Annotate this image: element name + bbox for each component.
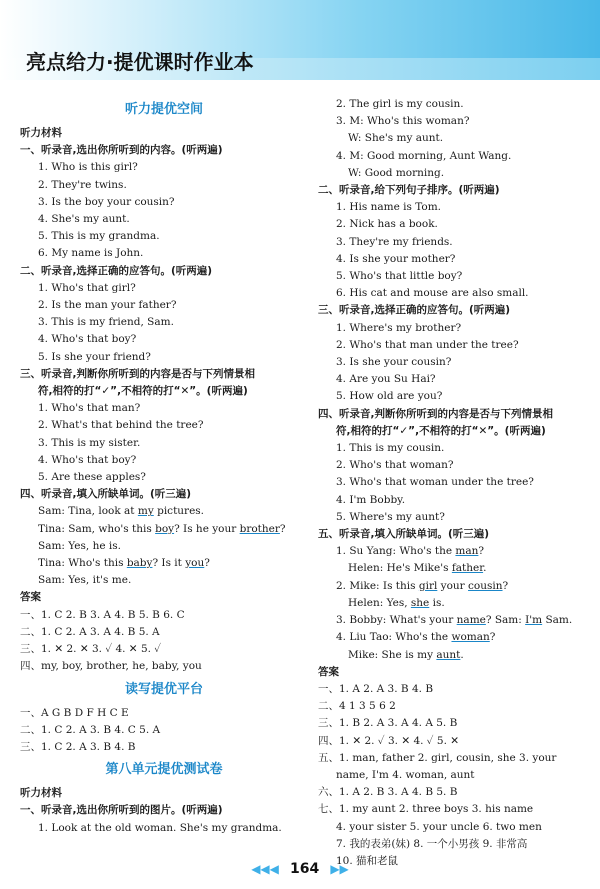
text-line: [20, 194, 308, 211]
answer-word: aunt: [436, 648, 461, 661]
text-line: [20, 245, 308, 262]
line-text: 5. Who's that little boy?: [336, 270, 463, 283]
text-line: [318, 285, 588, 302]
line-text: ? Is it: [152, 557, 186, 570]
line-text: 4. Who's that boy?: [38, 333, 137, 346]
question-heading: 一、听录音,选出你所听到的内容。(听两遍): [20, 144, 223, 157]
question-heading: 四、听录音,填入所缺单词。(听三遍): [20, 488, 192, 501]
line-text: 1. This is my cousin.: [336, 442, 445, 455]
question-heading: 符,相符的打“✓”,不相符的打“✕”。(听两遍): [38, 385, 248, 398]
line-text: 2. Mike: Is this: [336, 579, 419, 592]
line-text: 1. Su Yang: Who's the: [336, 545, 456, 558]
line-text: W: She's my aunt.: [348, 132, 444, 145]
line-text: 六、1. A 2. B 3. A 4. B 5. B: [318, 786, 458, 799]
line-text: 3. This is my friend, Sam.: [38, 316, 174, 329]
question-heading: 符,相符的打“✓”,不相符的打“✕”。(听两遍): [336, 424, 546, 437]
text-line: [318, 801, 588, 818]
line-text: 5. This is my grandma.: [38, 230, 160, 243]
line-text: 一、1. A 2. A 3. B 4. B: [318, 682, 434, 695]
line-text: ?: [204, 557, 210, 570]
text-line: [318, 647, 588, 664]
text-line: [318, 371, 588, 388]
line-text: 4. Who's that boy?: [38, 453, 137, 466]
text-line: [20, 572, 308, 589]
line-text: 三、1. ✕ 2. ✕ 3. ✓ 4. ✕ 5. ✓: [20, 643, 162, 656]
answer-word: I'm: [525, 614, 543, 627]
line-text: Helen: Yes,: [348, 596, 411, 609]
text-line: [318, 784, 588, 801]
line-text: 7. 我的表弟(妹) 8. 一个小男孩 9. 非常高: [336, 837, 528, 850]
line-text: .: [460, 648, 464, 661]
line-text: 4. Liu Tao: Who's the: [336, 631, 452, 644]
text-line: [318, 113, 588, 130]
text-line: [20, 297, 308, 314]
line-text: 1. Look at the old woman. She's my grandma.: [38, 821, 282, 834]
next-arrows-icon: ▶▶: [330, 862, 349, 876]
section-label: 答案: [318, 665, 339, 678]
question-heading: 三、听录音,判断你所听到的内容是否与下列情景相: [20, 367, 255, 380]
text-line: [318, 148, 588, 165]
line-text: 1. His name is Tom.: [336, 201, 442, 214]
text-line: [318, 474, 588, 491]
line-text: 4. M: Good morning, Aunt Wang.: [336, 149, 512, 162]
question-heading: 三、听录音,选择正确的应答句。(听两遍): [318, 304, 511, 317]
text-line: [318, 251, 588, 268]
text-line: [20, 331, 308, 348]
text-line: [20, 177, 308, 194]
text-line: [318, 96, 588, 113]
question-heading: 二、听录音,给下列句子排序。(听两遍): [318, 184, 500, 197]
text-line: [318, 767, 588, 784]
line-text: ? Is he your: [174, 522, 240, 535]
answer-word: girl: [418, 579, 438, 592]
line-text: Tina: Sam, who's this: [38, 522, 156, 535]
header-banner: [0, 0, 600, 80]
line-text: 二、1. C 2. A 3. A 4. B 5. A: [20, 625, 160, 638]
line-text: Sam: Yes, it's me.: [38, 574, 132, 587]
text-line: [20, 503, 308, 520]
line-text: 二、1. C 2. A 3. B 4. C 5. A: [20, 723, 161, 736]
text-line: [318, 130, 588, 147]
text-line: [20, 469, 308, 486]
line-text: Sam.: [542, 614, 573, 627]
line-text: 2. What's that behind the tree?: [38, 419, 204, 432]
line-text: Sam: Yes, he is.: [38, 539, 121, 552]
line-text: name, I'm 4. woman, aunt: [336, 768, 475, 781]
text-line: [20, 159, 308, 176]
line-text: 1. Who's that man?: [38, 402, 141, 415]
text-line: [318, 268, 588, 285]
text-line: [318, 440, 588, 457]
line-text: your: [437, 579, 469, 592]
answer-word: she: [410, 596, 430, 609]
line-text: is.: [429, 596, 445, 609]
answer-word: my: [137, 505, 154, 518]
text-line: [318, 819, 588, 836]
text-line: [20, 722, 308, 739]
line-text: 2. Is the man your father?: [38, 299, 177, 312]
line-text: 一、A G B D F H C E: [20, 706, 129, 719]
text-line: [318, 612, 588, 629]
line-text: 4. Is she your mother?: [336, 252, 456, 265]
answer-word: woman: [451, 631, 490, 644]
line-text: ?: [489, 631, 496, 644]
answer-word: father: [451, 562, 484, 575]
line-text: 二、4 1 3 5 6 2: [318, 700, 396, 713]
text-line: [318, 165, 588, 182]
text-line: [20, 739, 308, 756]
text-line: [318, 457, 588, 474]
line-text: ?: [279, 522, 286, 535]
line-text: 6. His cat and mouse are also small.: [336, 287, 529, 300]
text-line: [318, 750, 588, 767]
text-line: [318, 629, 588, 646]
answer-word: brother: [239, 522, 280, 535]
line-text: 2. Who's that woman?: [336, 459, 454, 472]
line-text: 5. Where's my aunt?: [336, 510, 445, 523]
line-text: W: Good morning.: [348, 166, 445, 179]
text-line: [20, 538, 308, 555]
line-text: 四、1. ✕ 2. ✓ 3. ✕ 4. ✓ 5. ✕: [318, 734, 460, 747]
section-label: 答案: [20, 591, 41, 604]
answer-word: man: [455, 545, 479, 558]
line-text: Tina: Who's this: [38, 557, 127, 570]
text-line: [318, 595, 588, 612]
text-line: [318, 733, 588, 750]
page-number: 164: [289, 861, 320, 877]
line-text: 2. The girl is my cousin.: [336, 98, 464, 110]
line-text: 6. My name is John.: [38, 247, 144, 260]
question-heading: 五、听录音,填入所缺单词。(听三遍): [318, 528, 490, 541]
line-text: 5. Is she your friend?: [38, 350, 151, 363]
text-line: [318, 354, 588, 371]
line-text: Helen: He's Mike's: [348, 562, 452, 575]
section-title: 听力提优空间: [124, 102, 203, 117]
text-line: [318, 715, 588, 732]
text-line: [20, 349, 308, 366]
book-title: 亮点给力·提优课时作业本: [26, 50, 254, 74]
answer-word: you: [185, 557, 205, 570]
prev-arrows-icon: ◀◀◀: [251, 862, 279, 876]
line-text: 3. This is my sister.: [38, 436, 141, 449]
line-text: 3. Is she your cousin?: [336, 356, 452, 369]
line-text: 3. Is the boy your cousin?: [38, 195, 175, 208]
question-heading: 一、听录音,选出你所听到的图片。(听两遍): [20, 804, 223, 817]
text-line: [20, 607, 308, 624]
section-label: 听力材料: [20, 127, 62, 139]
line-text: 3. Who's that woman under the tree?: [336, 476, 534, 489]
text-line: [20, 820, 308, 837]
text-line: [318, 320, 588, 337]
answer-word: baby: [126, 557, 153, 570]
line-text: 四、my, boy, brother, he, baby, you: [20, 660, 202, 673]
answer-word: boy: [155, 522, 175, 535]
line-text: 4. She's my aunt.: [38, 213, 130, 226]
section-label: 听力材料: [20, 787, 62, 800]
line-text: 2. They're twins.: [38, 178, 127, 191]
text-line: [318, 681, 588, 698]
question-heading: 二、听录音,选择正确的应答句。(听两遍): [20, 264, 213, 277]
left-column: [20, 96, 308, 837]
line-text: 5. How old are you?: [336, 390, 443, 403]
line-text: 3. They're my friends.: [336, 235, 453, 248]
line-text: Mike: She is my: [348, 648, 437, 661]
text-line: [318, 543, 588, 560]
line-text: 三、1. B 2. A 3. A 4. A 5. B: [318, 717, 458, 730]
text-line: [318, 492, 588, 509]
text-line: [20, 452, 308, 469]
text-line: [20, 211, 308, 228]
text-line: [20, 314, 308, 331]
text-line: [318, 560, 588, 577]
section-title: 第八单元提优测试卷: [105, 762, 223, 778]
text-line: [318, 216, 588, 233]
text-line: [318, 578, 588, 595]
text-line: [318, 836, 588, 853]
text-line: [20, 555, 308, 572]
line-text: Sam: Tina, look at: [38, 505, 138, 518]
text-line: [20, 705, 308, 722]
text-line: [20, 624, 308, 641]
line-text: 4. Are you Su Hai?: [336, 373, 436, 386]
page-footer: [0, 858, 600, 877]
line-text: 五、1. man, father 2. girl, cousin, she 3. your: [318, 751, 557, 764]
line-text: 10. 猫和老鼠: [336, 854, 399, 867]
line-text: 4. your sister 5. your uncle 6. two men: [336, 820, 542, 833]
text-line: [318, 698, 588, 715]
right-column: [318, 96, 588, 870]
line-text: 2. Who's that man under the tree?: [336, 338, 519, 351]
text-line: [318, 234, 588, 251]
text-line: [318, 337, 588, 354]
line-text: 三、1. C 2. A 3. B 4. B: [20, 740, 136, 753]
text-line: [20, 228, 308, 245]
text-line: [318, 509, 588, 526]
line-text: 2. Nick has a book.: [336, 218, 438, 231]
line-text: 1. Who's that girl?: [38, 281, 136, 294]
line-text: .: [483, 562, 487, 575]
answer-word: cousin: [468, 579, 503, 592]
line-text: pictures.: [153, 505, 205, 518]
line-text: ?: [502, 579, 509, 592]
text-line: [318, 199, 588, 216]
text-line: [20, 417, 308, 434]
line-text: ? Sam:: [485, 614, 526, 627]
text-line: [20, 280, 308, 297]
text-line: [20, 435, 308, 452]
text-line: [20, 521, 308, 538]
text-line: [20, 658, 308, 675]
line-text: 3. M: Who's this woman?: [336, 115, 470, 128]
line-text: 一、1. C 2. B 3. A 4. B 5. B 6. C: [20, 608, 185, 621]
line-text: ?: [478, 545, 485, 558]
line-text: 3. Bobby: What's your: [336, 614, 457, 627]
text-line: [20, 641, 308, 658]
question-heading: 四、听录音,判断你所听到的内容是否与下列情景相: [318, 407, 553, 420]
line-text: 1. Where's my brother?: [336, 321, 462, 334]
section-title: 读写提优平台: [124, 681, 203, 697]
line-text: 七、1. my aunt 2. three boys 3. his name: [318, 803, 534, 816]
line-text: 1. Who is this girl?: [38, 161, 138, 174]
text-line: [20, 400, 308, 417]
text-line: [318, 388, 588, 405]
line-text: 4. I'm Bobby.: [336, 493, 406, 506]
line-text: 5. Are these apples?: [38, 471, 146, 484]
answer-word: name: [456, 614, 486, 627]
